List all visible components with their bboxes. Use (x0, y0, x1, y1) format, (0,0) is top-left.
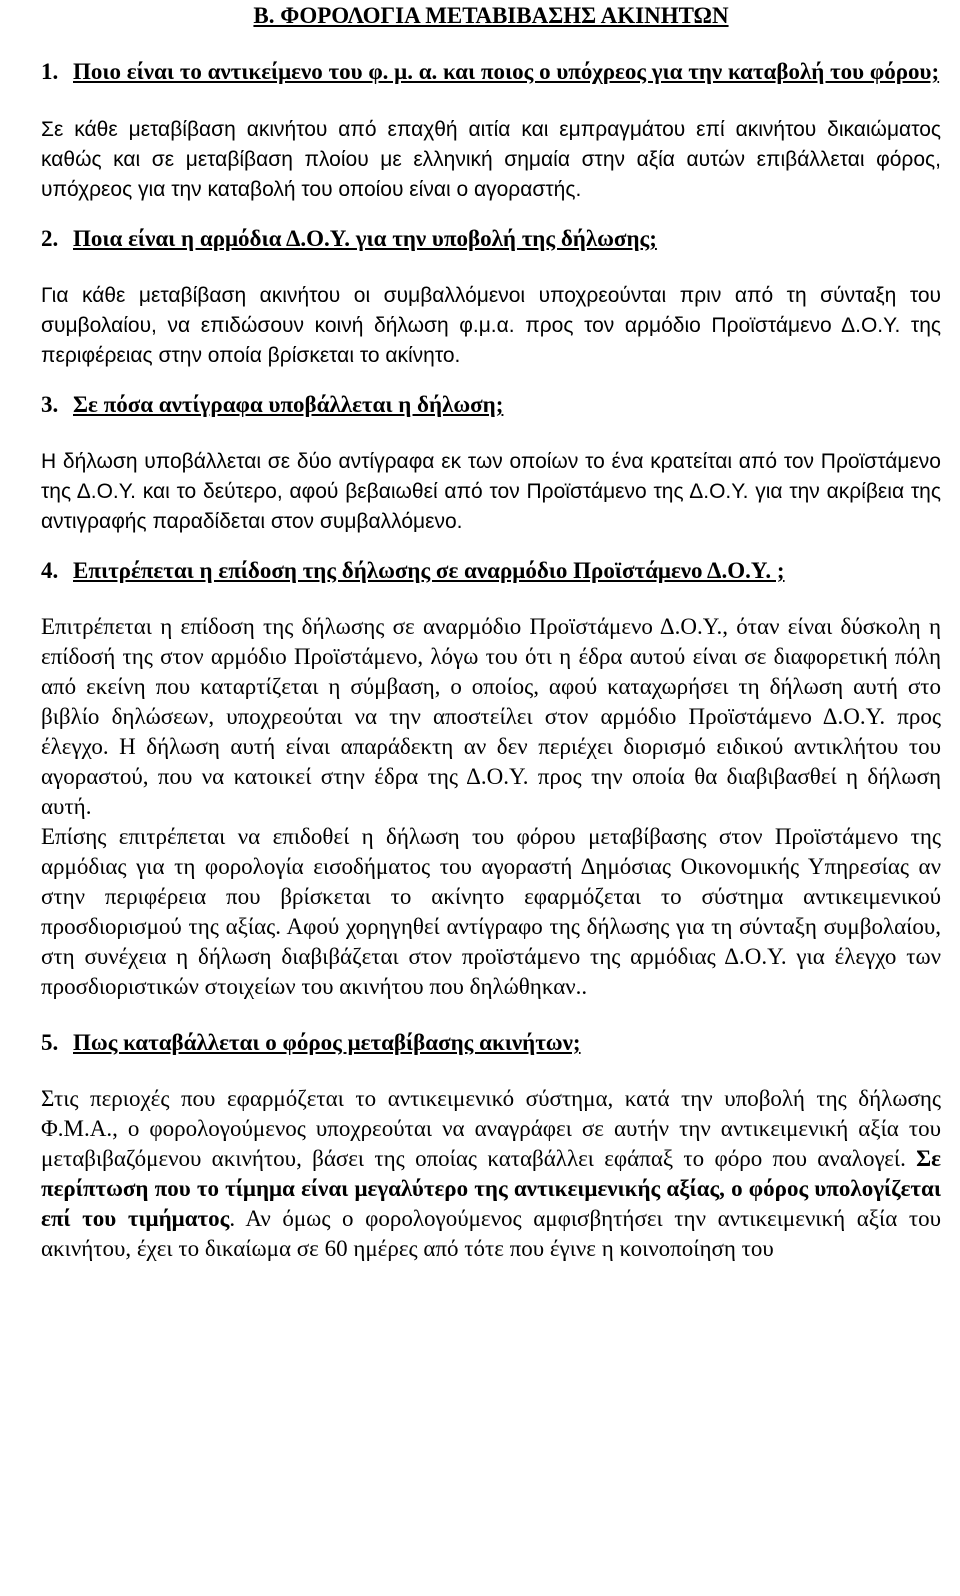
question-text: Επιτρέπεται η επίδοση της δήλωσης σε αναρμόδιο Προϊστάμενο Δ.Ο.Υ. ; (73, 558, 785, 583)
question-text: Σε πόσα αντίγραφα υποβάλλεται η δήλωση; (73, 392, 504, 417)
question-4 (41, 556, 941, 586)
answer-5-end: . Αν όμως ο φορολογούμενος αμφισβητήσει την αντικειμενική αξία του ακινήτου, έχει το δικαίωμα σε 60 ημέρες από τότε που έγινε η κοινοποίηση του (41, 1206, 941, 1261)
question-2 (41, 224, 941, 254)
answer-2: Για κάθε μεταβίβαση ακινήτου οι συμβαλλόμενοι υποχρεούνται πριν από τη σύνταξη του συμβολαίου, να επιδώσουν κοινή δήλωση φ.μ.α. προς τον αρμόδιο Προϊστάμενο Δ.Ο.Υ. της περιφέρειας στην οποία βρίσκεται το ακίνητο. (41, 284, 941, 367)
answer-5 (41, 1084, 941, 1264)
document-title: B. ΦΟΡΟΛΟΓΙΑ ΜΕΤΑΒΙΒΑΣΗΣ ΑΚΙΝΗΤΩΝ (253, 3, 729, 28)
question-1 (41, 57, 941, 87)
answer-5-emphasis: Σε περίπτωση που το τίμημα είναι μεγαλύτερο της αντικειμενικής αξίας, ο φόρος υπολογίζεται επί του τιμήματος (41, 1146, 941, 1231)
answer-5-start: Στις περιοχές που εφαρμόζεται το αντικειμενικό σύστημα, κατά την υποβολή της δήλωσης Φ.Μ.Α., ο φορολογούμενος υποχρεούται να αναγράφει σε αυτήν την αντικειμενική αξία του μεταβιβαζόμενου ακινήτου, βάσει της οποίας καταβάλλει εφάπαξ το φόρο που αναλογεί. (41, 1086, 941, 1171)
question-text: Ποια είναι η αρμόδια Δ.Ο.Υ. για την υποβολή της δήλωσης; (73, 226, 657, 251)
question-5 (41, 1028, 941, 1058)
question-3 (41, 390, 941, 420)
question-text: Πως καταβάλλεται ο φόρος μεταβίβασης ακινήτων; (73, 1030, 581, 1055)
answer-1: Σε κάθε μεταβίβαση ακινήτου από επαχθή αιτία και εμπραγμάτου επί ακινήτου δικαιώματος καθώς και σε μεταβίβαση πλοίου με ελληνική σημαία στην αξία αυτών επιβάλλεται φόρος, υπόχρεος για την καταβολή του οποίου είναι ο αγοραστής. (41, 118, 941, 201)
question-text: Ποιο είναι το αντικείμενο του φ. μ. α. και ποιος ο υπόχρεος για την καταβολή του φόρου; (73, 59, 940, 84)
question-number: 5. (41, 1030, 59, 1055)
answer-4-paragraph-2: Επίσης επιτρέπεται να επιδοθεί η δήλωση του φόρου μεταβίβασης στον Προϊστάμενο της αρμόδιας για τη φορολογία εισοδήματος του αγοραστή Δημόσιας Οικονομικής Υπηρεσίας αν στην περιφέρεια που βρίσκεται το ακίνητο εφαρμόζεται το σύστημα αντικειμενικού προσδιορισμού της αξίας. Αφού χορηγηθεί αντίγραφο της δήλωσης για τη σύνταξη συμβολαίου, στη συνέχεια η δήλωση διαβιβάζεται στον προϊστάμενο της αρμόδιας Δ.Ο.Υ. για έλεγχο των προσδιοριστικών στοιχείων του ακινήτου που δηλώθηκαν.. (41, 824, 941, 999)
answer-4-paragraph-1: Επιτρέπεται η επίδοση της δήλωσης σε αναρμόδιο Προϊστάμενο Δ.Ο.Υ., όταν είναι δύσκολη η επίδοσή της στον αρμόδιο Προϊστάμενο, λόγω του ότι η έδρα αυτού είναι σε διαφορετική πόλη από εκείνη που καταρτίζεται η σύμβαση, ο οποίος, αφού καταχωρήσει τη δήλωση αυτή στο βιβλίο δηλώσεων, υποχρεούται να την αποστείλει στον αρμόδιο Προϊστάμενο Δ.Ο.Υ. προς έλεγχο. Η δήλωση αυτή είναι απαράδεκτη αν δεν περιέχει διορισμό ειδικού αντικλήτου του αγοραστού, που να κατοικεί στην έδρα της Δ.Ο.Υ. προς την οποία θα διαβιβασθεί η δήλωση αυτή. (41, 614, 941, 819)
question-number: 3. (41, 392, 59, 417)
answer-3: Η δήλωση υποβάλλεται σε δύο αντίγραφα εκ των οποίων το ένα κρατείται από τον Προϊστάμενο της Δ.Ο.Υ. και το δεύτερο, αφού βεβαιωθεί από τον Προϊστάμενο της Δ.Ο.Υ. για την ακρίβεια της αντιγραφής παραδίδεται στον συμβαλλόμενο. (41, 450, 941, 533)
question-number: 2. (41, 226, 59, 251)
question-number: 4. (41, 558, 59, 583)
question-number: 1. (41, 59, 59, 84)
